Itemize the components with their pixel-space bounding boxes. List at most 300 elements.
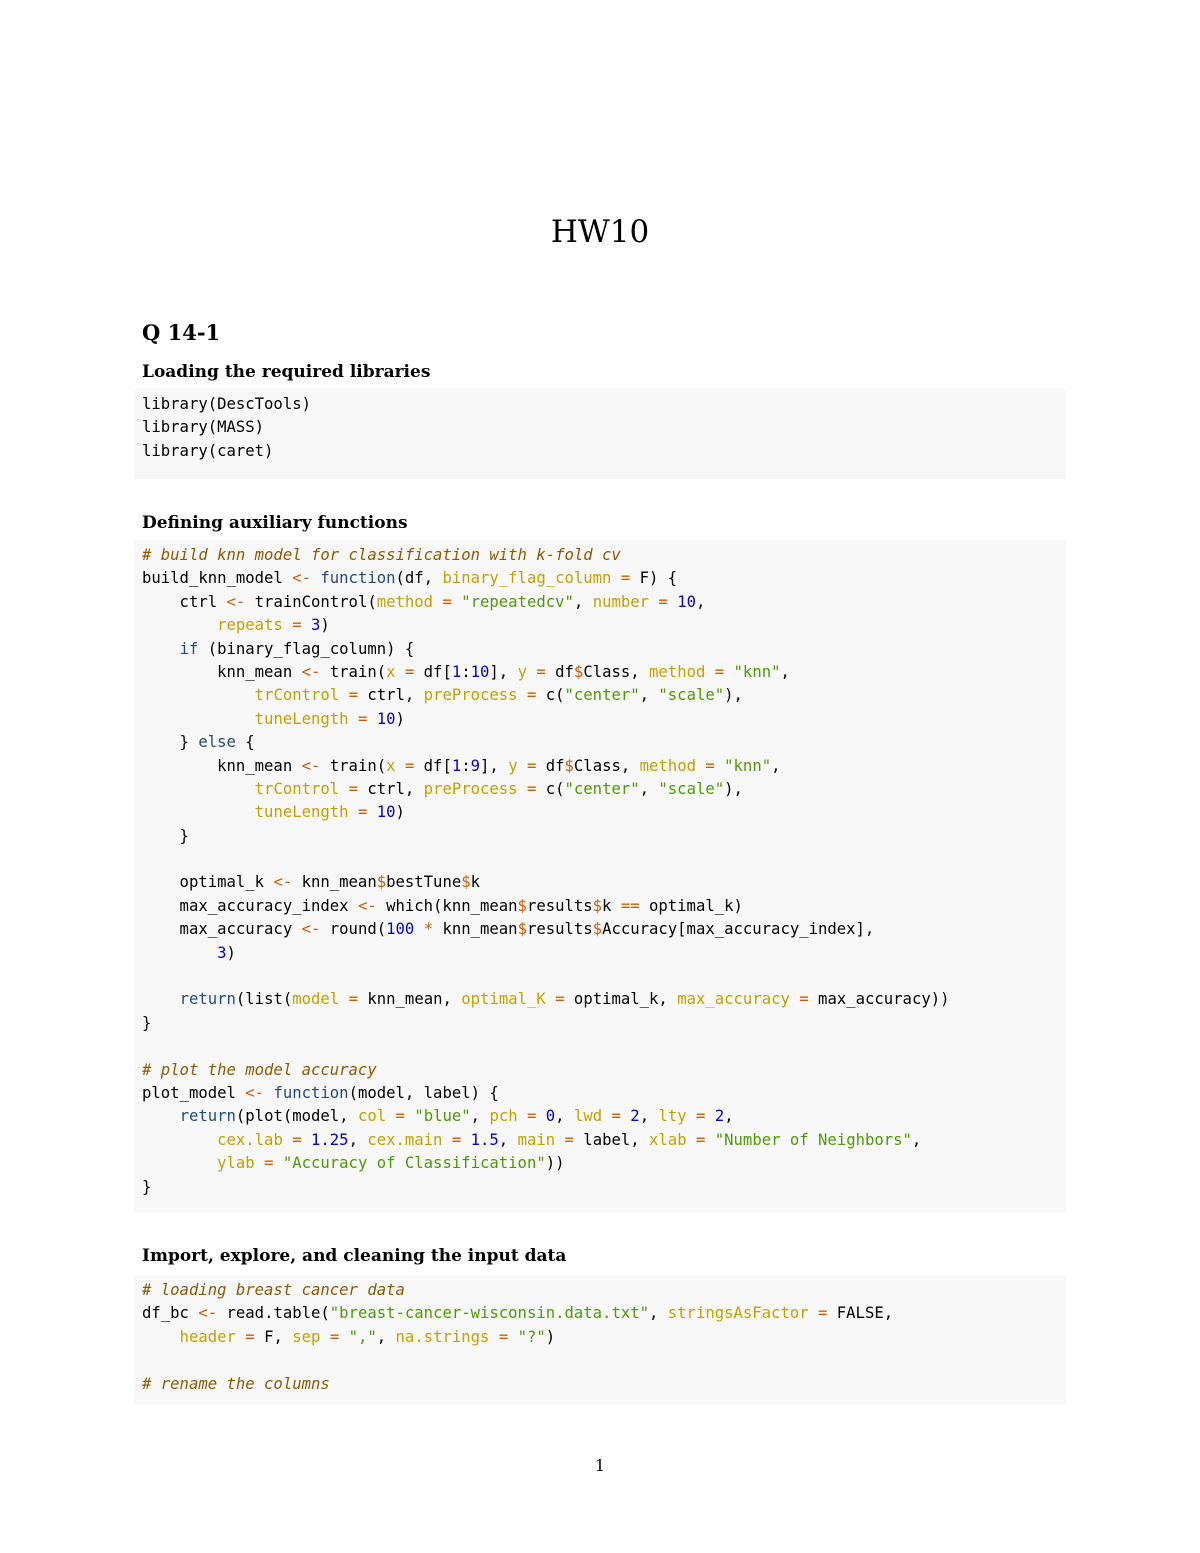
code-token-plain: , bbox=[348, 1130, 368, 1149]
code-token-plain: , bbox=[376, 1327, 396, 1346]
code-token-plain: } bbox=[142, 1177, 152, 1196]
code-token-plain bbox=[461, 1131, 470, 1149]
code-token-op: = bbox=[451, 1130, 462, 1149]
code-line bbox=[142, 614, 1058, 637]
code-token-plain: (plot(model, bbox=[235, 1107, 358, 1126]
code-token-plain bbox=[142, 990, 180, 1008]
code-line bbox=[142, 1012, 1058, 1035]
code-token-op: $ bbox=[592, 896, 603, 915]
code-token-plain: results bbox=[526, 896, 593, 915]
code-token-number: 1.25 bbox=[311, 1130, 349, 1149]
code-token-string: "Number of Neighbors" bbox=[714, 1130, 912, 1149]
code-token-plain: ) bbox=[395, 803, 405, 822]
code-token-plain: Class, bbox=[583, 662, 650, 681]
code-token-param: cex.main bbox=[367, 1130, 443, 1149]
code-token-plain bbox=[649, 593, 658, 611]
code-token-plain bbox=[715, 757, 724, 775]
subsection-heading-auxiliary-functions: Defining auxiliary functions bbox=[142, 513, 408, 533]
code-token-plain bbox=[142, 1131, 217, 1149]
code-token-plain bbox=[255, 1154, 264, 1172]
code-token-op: $ bbox=[573, 662, 584, 681]
code-token-plain bbox=[705, 663, 714, 681]
code-token-param: lwd bbox=[573, 1107, 603, 1126]
code-token-number: 3 bbox=[217, 943, 227, 962]
code-token-number: 1 bbox=[451, 662, 462, 681]
code-token-plain bbox=[302, 616, 311, 634]
code-token-plain bbox=[142, 686, 255, 704]
code-token-plain bbox=[527, 663, 536, 681]
code-token-string: "Accuracy of Classification" bbox=[282, 1154, 546, 1173]
code-token-string: "center" bbox=[564, 779, 640, 798]
code-token-param: number bbox=[592, 592, 650, 611]
code-token-plain: , bbox=[498, 1130, 518, 1149]
code-token-plain bbox=[142, 803, 255, 821]
code-token-plain: round( bbox=[320, 920, 387, 939]
code-token-plain: , bbox=[470, 1107, 490, 1126]
code-token-plain bbox=[142, 944, 217, 962]
code-block-libraries bbox=[134, 389, 1066, 479]
code-line bbox=[142, 544, 1058, 567]
code-token-number: 10 bbox=[470, 662, 490, 681]
code-token-plain: , bbox=[780, 662, 790, 681]
code-token-plain bbox=[518, 686, 527, 704]
code-token-keyword: function bbox=[320, 569, 396, 588]
code-token-plain bbox=[705, 1131, 714, 1149]
code-token-op: = bbox=[395, 1107, 405, 1126]
code-token-plain: Class, bbox=[573, 756, 640, 775]
code-token-plain bbox=[339, 990, 348, 1008]
code-token-plain: F, bbox=[254, 1327, 293, 1346]
code-token-plain bbox=[142, 1328, 180, 1346]
code-token-plain: : bbox=[461, 662, 471, 681]
code-token-plain: , bbox=[639, 1107, 659, 1126]
code-token-plain bbox=[142, 1107, 180, 1125]
code-token-comment: # loading breast cancer data bbox=[142, 1281, 405, 1299]
code-token-op: = bbox=[799, 990, 809, 1009]
code-token-string: "breast-cancer-wisconsin.data.txt" bbox=[329, 1304, 649, 1323]
code-line bbox=[142, 1349, 1058, 1372]
code-line bbox=[142, 591, 1058, 614]
code-token-param: lty bbox=[658, 1107, 687, 1126]
code-token-plain: max_accuracy)) bbox=[808, 990, 950, 1009]
code-token-plain: (model, label) { bbox=[348, 1083, 499, 1102]
code-token-param: trControl bbox=[254, 686, 340, 705]
code-token-plain: df[ bbox=[414, 756, 452, 775]
code-token-op: <- bbox=[273, 873, 293, 892]
code-token-plain bbox=[536, 1107, 545, 1125]
code-token-number: 10 bbox=[376, 803, 396, 822]
code-token-op: = bbox=[245, 1327, 255, 1346]
code-token-plain bbox=[705, 1107, 714, 1125]
code-token-plain bbox=[518, 780, 527, 798]
code-token-string: "scale" bbox=[658, 686, 725, 705]
code-token-plain bbox=[405, 1107, 414, 1125]
code-token-plain: ) bbox=[320, 616, 330, 635]
code-token-plain: df_bc bbox=[142, 1304, 199, 1323]
code-line bbox=[142, 1279, 1058, 1302]
code-token-op: = bbox=[620, 569, 631, 588]
code-token-op: = bbox=[357, 709, 368, 728]
code-line bbox=[142, 1302, 1058, 1325]
code-token-op: = bbox=[526, 779, 537, 798]
code-token-plain: ctrl bbox=[142, 592, 227, 611]
code-token-plain bbox=[339, 686, 348, 704]
code-line bbox=[142, 965, 1058, 988]
code-line bbox=[142, 684, 1058, 707]
code-token-op: = bbox=[527, 1107, 537, 1126]
code-token-param: header bbox=[179, 1327, 236, 1346]
code-token-plain bbox=[302, 1131, 311, 1149]
code-token-plain bbox=[349, 803, 358, 821]
code-token-plain bbox=[142, 616, 217, 634]
code-line bbox=[142, 1373, 1058, 1396]
code-token-plain: knn_mean bbox=[433, 920, 518, 939]
code-token-number: 100 bbox=[386, 920, 415, 939]
code-token-op: <- bbox=[226, 592, 246, 611]
code-token-op: $ bbox=[461, 873, 471, 892]
code-token-plain bbox=[142, 710, 255, 728]
code-token-plain: c( bbox=[536, 779, 565, 798]
code-line bbox=[142, 638, 1058, 661]
code-token-plain: (df, bbox=[395, 569, 443, 588]
code-token-op: = bbox=[348, 779, 358, 798]
code-token-number: 10 bbox=[376, 709, 396, 728]
code-token-plain: ], bbox=[489, 662, 518, 681]
code-token-keyword: return bbox=[179, 1107, 236, 1126]
code-token-param: model bbox=[292, 990, 340, 1009]
code-token-plain: , bbox=[724, 1107, 734, 1126]
code-token-plain: build_knn_model bbox=[142, 569, 293, 588]
code-token-plain: (binary_flag_column) { bbox=[198, 639, 415, 658]
code-token-plain: k bbox=[470, 873, 480, 892]
code-token-plain bbox=[827, 1304, 836, 1322]
code-token-plain bbox=[367, 710, 376, 728]
code-token-plain: ), bbox=[724, 686, 743, 705]
code-line bbox=[142, 708, 1058, 731]
code-token-param: xlab bbox=[649, 1130, 687, 1149]
code-token-param: repeats bbox=[217, 616, 283, 635]
code-token-param: y bbox=[517, 662, 527, 681]
code-token-plain: ctrl, bbox=[357, 686, 424, 705]
code-token-plain bbox=[546, 990, 555, 1008]
code-token-param: method bbox=[639, 756, 696, 775]
code-token-op: = bbox=[404, 756, 415, 775]
code-token-string: "knn" bbox=[724, 756, 772, 775]
code-token-plain bbox=[349, 710, 358, 728]
code-token-plain bbox=[283, 1131, 292, 1149]
code-token-op: <- bbox=[301, 662, 321, 681]
code-token-op: = bbox=[536, 662, 546, 681]
code-token-op: = bbox=[404, 662, 415, 681]
code-token-op: $ bbox=[564, 756, 574, 775]
code-token-plain bbox=[142, 780, 255, 798]
code-token-plain: train( bbox=[320, 662, 387, 681]
code-line bbox=[142, 1152, 1058, 1175]
code-token-plain bbox=[518, 757, 527, 775]
page-number: 1 bbox=[594, 1456, 606, 1475]
subsection-heading-import-data: Import, explore, and cleaning the input data bbox=[142, 1246, 567, 1266]
code-token-op: <- bbox=[198, 1304, 218, 1323]
code-token-keyword: else bbox=[198, 733, 236, 752]
code-token-number: 10 bbox=[677, 592, 696, 611]
code-token-number: 1.5 bbox=[470, 1130, 499, 1149]
code-token-comment: # build knn model for classification with k-fold cv bbox=[142, 546, 621, 564]
code-token-param: pch bbox=[489, 1107, 518, 1126]
code-token-plain: read.table( bbox=[217, 1304, 330, 1323]
code-block-auxiliary-functions bbox=[134, 540, 1066, 1213]
code-token-op: = bbox=[292, 616, 302, 635]
code-token-plain bbox=[142, 1154, 217, 1172]
code-token-op: $ bbox=[592, 920, 603, 939]
code-token-plain: df bbox=[545, 662, 574, 681]
subsection-heading-libraries: Loading the required libraries bbox=[142, 362, 431, 382]
code-token-param: ylab bbox=[217, 1154, 255, 1173]
code-token-comment: # rename the columns bbox=[142, 1374, 330, 1393]
code-token-plain: ], bbox=[480, 756, 509, 775]
code-line bbox=[142, 1059, 1058, 1082]
code-token-plain: )) bbox=[545, 1154, 565, 1173]
code-token-plain bbox=[687, 1107, 696, 1125]
code-token-op: $ bbox=[517, 920, 527, 939]
code-line bbox=[142, 895, 1058, 918]
code-token-op: = bbox=[348, 990, 358, 1009]
code-token-plain bbox=[414, 920, 423, 938]
code-token-plain: max_accuracy bbox=[142, 920, 302, 939]
code-token-plain: knn_mean bbox=[142, 662, 302, 681]
code-token-plain bbox=[339, 1328, 348, 1346]
code-token-plain: ) bbox=[395, 709, 405, 728]
code-token-op: = bbox=[564, 1130, 574, 1149]
code-line bbox=[142, 661, 1058, 684]
code-token-op: = bbox=[818, 1304, 828, 1323]
code-token-op: = bbox=[705, 756, 715, 775]
code-token-string: "knn" bbox=[733, 662, 781, 681]
code-token-op: <- bbox=[357, 896, 377, 915]
code-token-keyword: function bbox=[273, 1083, 349, 1102]
code-token-op: = bbox=[526, 686, 537, 705]
code-token-plain bbox=[508, 1328, 517, 1346]
code-token-op: $ bbox=[376, 873, 387, 892]
code-token-plain: optimal_k) bbox=[639, 896, 743, 915]
code-token-plain: , bbox=[771, 756, 781, 775]
section-heading-q14-1: Q 14-1 bbox=[142, 320, 221, 345]
code-token-plain: (list( bbox=[235, 990, 293, 1009]
code-token-op: = bbox=[555, 990, 565, 1009]
code-token-plain: library(DescTools) bbox=[142, 395, 311, 413]
code-token-string: "," bbox=[348, 1327, 377, 1346]
code-token-string: "repeatedcv" bbox=[461, 592, 574, 611]
code-token-op: = bbox=[442, 592, 452, 611]
code-token-plain: knn_mean bbox=[142, 756, 302, 775]
code-line bbox=[142, 825, 1058, 848]
code-token-op: <- bbox=[292, 569, 311, 588]
code-token-plain bbox=[339, 780, 348, 798]
code-token-plain: , bbox=[555, 1107, 574, 1126]
code-token-op: = bbox=[526, 756, 537, 775]
code-token-param: na.strings bbox=[395, 1327, 490, 1346]
code-token-plain bbox=[396, 757, 405, 775]
code-token-plain bbox=[236, 1328, 245, 1346]
code-token-op: <- bbox=[301, 756, 321, 775]
code-token-op: $ bbox=[517, 896, 527, 915]
code-line bbox=[142, 801, 1058, 824]
code-token-plain bbox=[696, 757, 705, 775]
code-token-op: <- bbox=[245, 1083, 265, 1102]
code-line bbox=[142, 393, 1058, 416]
code-token-param: method bbox=[376, 592, 434, 611]
code-token-number: 0 bbox=[545, 1107, 556, 1126]
code-line bbox=[142, 731, 1058, 754]
code-token-plain: optimal_k, bbox=[564, 990, 678, 1009]
code-token-plain bbox=[452, 593, 461, 611]
code-line bbox=[142, 778, 1058, 801]
code-token-number: 3 bbox=[311, 616, 321, 635]
code-token-param: tuneLength bbox=[254, 709, 349, 728]
code-token-plain bbox=[518, 1107, 527, 1125]
code-token-param: cex.lab bbox=[217, 1130, 283, 1149]
code-token-op: = bbox=[329, 1327, 340, 1346]
code-line bbox=[142, 1082, 1058, 1105]
code-line bbox=[142, 416, 1058, 439]
code-token-plain: results bbox=[526, 920, 593, 939]
code-token-param: max_accuracy bbox=[677, 990, 790, 1009]
code-token-plain: ) bbox=[226, 943, 236, 962]
code-token-plain bbox=[809, 1304, 818, 1322]
code-token-plain: ) bbox=[545, 1327, 556, 1346]
code-token-number: 1 bbox=[451, 756, 462, 775]
code-token-param: y bbox=[508, 756, 518, 775]
code-line bbox=[142, 1105, 1058, 1128]
code-token-op: = bbox=[357, 803, 368, 822]
code-token-param: col bbox=[357, 1107, 387, 1126]
code-token-plain: } bbox=[142, 733, 199, 752]
code-token-param: x bbox=[386, 662, 396, 681]
code-token-plain bbox=[311, 569, 320, 587]
code-token-param: optimal_K bbox=[461, 990, 546, 1009]
code-token-param: tuneLength bbox=[254, 803, 349, 822]
code-token-plain bbox=[489, 1328, 498, 1346]
code-token-plain bbox=[386, 1107, 395, 1125]
code-token-comment: # plot the model accuracy bbox=[142, 1060, 377, 1079]
page-title: HW10 bbox=[550, 214, 650, 250]
code-token-op: <- bbox=[301, 920, 321, 939]
code-token-op: = bbox=[292, 1130, 302, 1149]
code-token-op: == bbox=[620, 896, 640, 915]
code-token-plain: { bbox=[235, 733, 255, 752]
code-token-keyword: if bbox=[179, 639, 199, 658]
code-token-number: 2 bbox=[630, 1107, 640, 1126]
code-line bbox=[142, 1326, 1058, 1349]
code-token-param: preProcess bbox=[423, 779, 518, 798]
code-token-op: = bbox=[695, 1130, 706, 1149]
code-token-plain bbox=[668, 593, 677, 611]
code-token-plain: label, bbox=[573, 1130, 650, 1149]
code-token-plain: c( bbox=[536, 686, 565, 705]
code-token-plain: , bbox=[695, 592, 706, 611]
code-token-plain: , bbox=[573, 592, 593, 611]
code-token-param: x bbox=[386, 756, 396, 775]
code-token-plain bbox=[142, 640, 180, 658]
code-token-plain: plot_model bbox=[142, 1083, 246, 1102]
code-token-plain: bestTune bbox=[386, 873, 462, 892]
code-token-string: "center" bbox=[564, 686, 640, 705]
code-token-plain bbox=[396, 663, 405, 681]
code-token-number: 9 bbox=[470, 756, 481, 775]
code-token-plain: library(caret) bbox=[142, 441, 274, 460]
code-token-number: 2 bbox=[714, 1107, 725, 1126]
code-token-plain bbox=[367, 803, 376, 821]
code-line bbox=[142, 988, 1058, 1011]
code-token-plain bbox=[687, 1131, 696, 1149]
code-token-param: method bbox=[649, 662, 706, 681]
code-token-plain: , bbox=[639, 779, 659, 798]
code-line bbox=[142, 871, 1058, 894]
code-token-op: = bbox=[498, 1327, 509, 1346]
code-token-param: trControl bbox=[254, 779, 340, 798]
code-token-op: = bbox=[696, 1107, 706, 1126]
code-token-plain: train( bbox=[320, 756, 387, 775]
code-token-op: = bbox=[714, 662, 725, 681]
code-token-plain: : bbox=[461, 756, 471, 775]
code-token-plain: ctrl, bbox=[357, 779, 424, 798]
code-line bbox=[142, 755, 1058, 778]
code-line bbox=[142, 1176, 1058, 1199]
code-token-plain bbox=[555, 1131, 564, 1149]
code-token-string: "scale" bbox=[658, 779, 725, 798]
code-token-plain: , bbox=[883, 1304, 894, 1323]
code-token-plain: ), bbox=[724, 779, 743, 798]
code-token-plain: , bbox=[649, 1304, 668, 1323]
code-token-plain bbox=[283, 616, 292, 634]
code-line bbox=[142, 848, 1058, 871]
code-line bbox=[142, 1035, 1058, 1058]
code-token-plain bbox=[602, 1107, 611, 1125]
code-token-plain: } bbox=[142, 826, 189, 845]
code-token-plain: FALSE bbox=[836, 1304, 884, 1323]
code-token-plain bbox=[442, 1131, 451, 1149]
code-token-plain: which(knn_mean bbox=[376, 896, 518, 915]
code-token-plain bbox=[611, 569, 620, 587]
code-token-plain: , bbox=[639, 686, 659, 705]
code-token-plain: } bbox=[142, 1013, 152, 1032]
code-line bbox=[142, 440, 1058, 463]
code-token-plain bbox=[320, 1328, 329, 1346]
code-token-param: sep bbox=[292, 1327, 321, 1346]
code-token-op: = bbox=[611, 1107, 621, 1126]
code-token-plain bbox=[621, 1107, 630, 1125]
code-token-plain: library(MASS) bbox=[142, 418, 265, 437]
code-token-keyword: return bbox=[179, 990, 236, 1009]
code-token-string: "blue" bbox=[414, 1107, 471, 1126]
code-token-op: = bbox=[264, 1154, 274, 1173]
code-token-plain: , bbox=[911, 1130, 922, 1149]
code-token-plain bbox=[790, 990, 799, 1008]
code-token-plain: max_accuracy_index bbox=[142, 896, 358, 915]
code-token-plain: df bbox=[536, 756, 565, 775]
code-token-op: = bbox=[658, 592, 668, 611]
code-line bbox=[142, 1129, 1058, 1152]
code-token-plain: knn_mean bbox=[292, 873, 377, 892]
code-token-plain: trainControl( bbox=[245, 592, 377, 611]
code-line bbox=[142, 567, 1058, 590]
code-token-param: main bbox=[517, 1130, 556, 1149]
code-token-param: binary_flag_column bbox=[442, 569, 612, 588]
code-token-string: "?" bbox=[517, 1327, 546, 1346]
code-token-param: stringsAsFactor bbox=[667, 1304, 809, 1323]
code-token-plain: k bbox=[602, 896, 621, 915]
code-block-import-data bbox=[134, 1275, 1066, 1405]
code-token-param: preProcess bbox=[423, 686, 518, 705]
